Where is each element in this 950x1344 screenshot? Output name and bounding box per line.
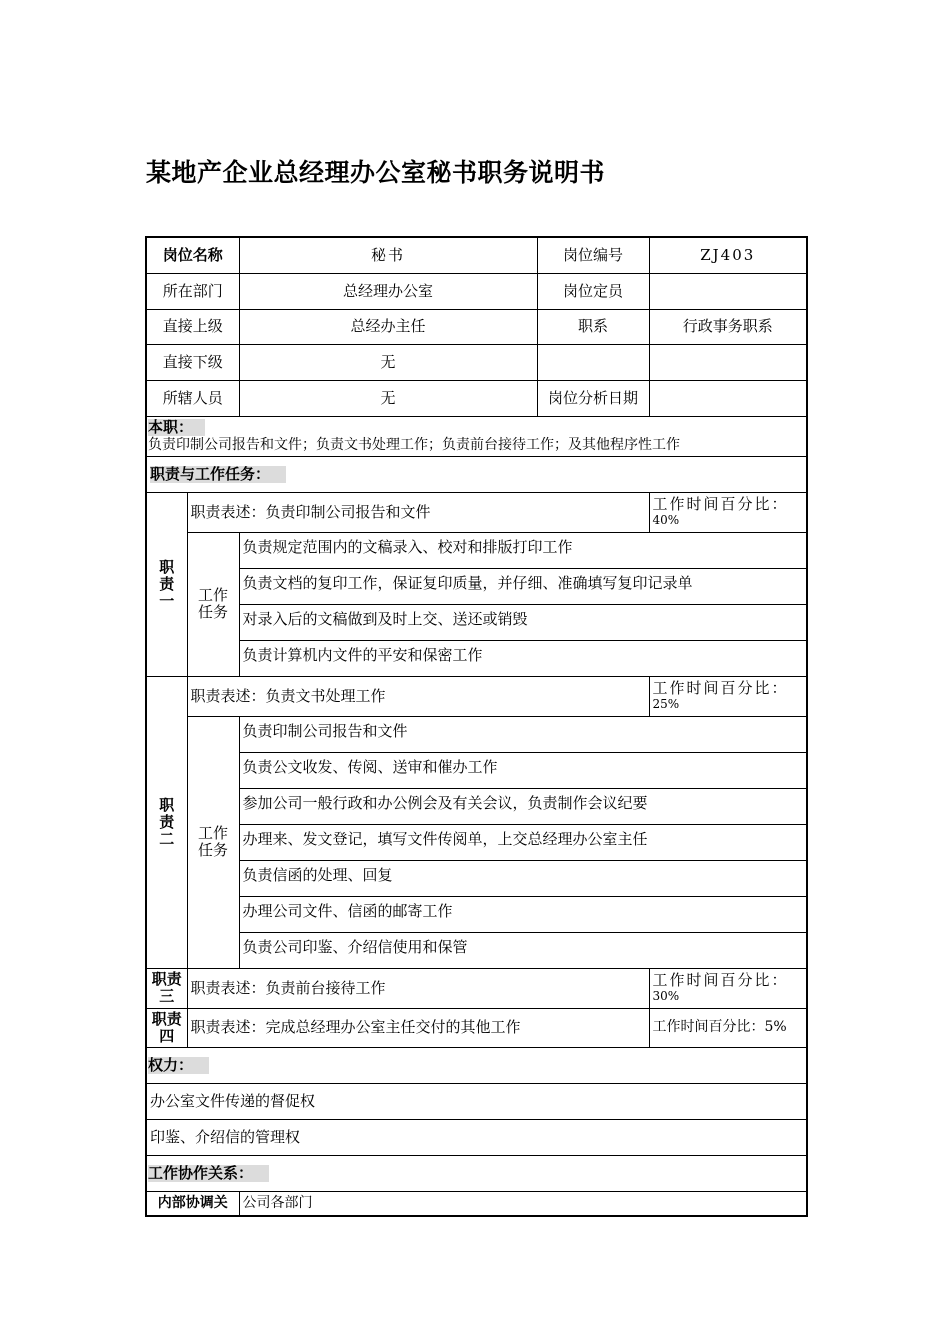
relations-header (146, 1155, 807, 1191)
duty2-task: 办理来、发文登记，填写文件传阅单，上交总经理办公室主任 (239, 824, 807, 860)
subordinate-value: 无 (239, 344, 537, 380)
duty4-label: 职责 四 (146, 1008, 187, 1047)
duty3-label: 职责 三 (146, 968, 187, 1008)
duty2-task-row (146, 824, 807, 860)
authority-item-row (146, 1119, 807, 1155)
department-label: 所在部门 (146, 273, 239, 309)
duty4-pct: 工作时间百分比：5% (649, 1008, 807, 1047)
row-core (146, 416, 807, 456)
duty1-desc: 职责表述：负责印制公司报告和文件 (187, 492, 649, 532)
duty2-desc: 职责表述：负责文书处理工作 (187, 676, 649, 716)
duty4-desc: 职责表述：完成总经理办公室主任交付的其他工作 (187, 1008, 649, 1047)
authority-item-row (146, 1083, 807, 1119)
position-name-label: 岗位名称 (146, 237, 239, 273)
duty1-task: 负责文档的复印工作，保证复印质量，并仔细、准确填写复印记录单 (239, 568, 807, 604)
row-superior (146, 309, 807, 344)
duty2-task: 负责公文收发、传阅、送审和催办工作 (239, 752, 807, 788)
row-relations-header (146, 1155, 807, 1191)
duty2-desc-row (146, 676, 807, 716)
authority-item: 印鉴、介绍信的管理权 (146, 1119, 807, 1155)
row-duties-header (146, 456, 807, 492)
duty2-task: 负责印制公司报告和文件 (239, 716, 807, 752)
superior-label: 直接上级 (146, 309, 239, 344)
duty2-task: 负责信函的处理、回复 (239, 860, 807, 896)
empty-cell (649, 344, 807, 380)
duty1-task-row (146, 640, 807, 676)
duty2-task-row (146, 860, 807, 896)
position-name-value: 秘书 (239, 237, 537, 273)
duty1-task: 对录入后的文稿做到及时上交、送还或销毁 (239, 604, 807, 640)
authority-label: 权力： (148, 1057, 209, 1074)
core-label: 本职： (148, 419, 205, 436)
managed-value: 无 (239, 380, 537, 416)
duty3-pct: 工作时间百分比： 30% (649, 968, 807, 1008)
position-code-label: 岗位编号 (537, 237, 649, 273)
duty1-task-row (146, 532, 807, 568)
headcount-label: 岗位定员 (537, 273, 649, 309)
duty1-task: 负责规定范围内的文稿录入、校对和排版打印工作 (239, 532, 807, 568)
internal-label: 内部协调关 (146, 1191, 239, 1216)
duty2-pct: 工作时间百分比： 25% (649, 676, 807, 716)
row-authority-header (146, 1047, 807, 1083)
department-value: 总经理办公室 (239, 273, 537, 309)
internal-value: 公司各部门 (239, 1191, 807, 1216)
duty1-work-task-label: 工作 任务 (187, 532, 239, 676)
core-cell (146, 416, 807, 456)
row-subordinate (146, 344, 807, 380)
duty1-task-row (146, 604, 807, 640)
superior-value: 总经办主任 (239, 309, 537, 344)
authority-header (146, 1047, 807, 1083)
duty1-task-row (146, 568, 807, 604)
duty2-task: 办理公司文件、信函的邮寄工作 (239, 896, 807, 932)
row-managed (146, 380, 807, 416)
duty2-task-row (146, 752, 807, 788)
empty-cell (537, 344, 649, 380)
duty2-task-row (146, 716, 807, 752)
duty2-task-row (146, 788, 807, 824)
duty2-label: 职 责 二 (146, 676, 187, 968)
duty1-label: 职 责 一 (146, 492, 187, 676)
job-family-value: 行政事务职系 (649, 309, 807, 344)
duty3-row (146, 968, 807, 1008)
duty1-task: 负责计算机内文件的平安和保密工作 (239, 640, 807, 676)
duty2-work-task-label: 工作 任务 (187, 716, 239, 968)
duty2-task-row (146, 932, 807, 968)
duty2-task: 负责公司印鉴、介绍信使用和保管 (239, 932, 807, 968)
row-internal (146, 1191, 807, 1216)
duty1-desc-row (146, 492, 807, 532)
page-title: 某地产企业总经理办公室秘书职务说明书 (146, 158, 606, 187)
job-description-table (145, 236, 808, 1217)
managed-label: 所辖人员 (146, 380, 239, 416)
duty2-task-row (146, 896, 807, 932)
position-code-value: ZJ403 (649, 237, 807, 273)
row-department (146, 273, 807, 309)
duties-header (146, 456, 807, 492)
duties-label: 职责与工作任务： (150, 466, 286, 483)
duty4-row (146, 1008, 807, 1047)
duty3-desc: 职责表述：负责前台接待工作 (187, 968, 649, 1008)
core-text: 负责印制公司报告和文件；负责文书处理工作；负责前台接待工作；及其他程序性工作 (148, 436, 680, 453)
authority-item: 办公室文件传递的督促权 (146, 1083, 807, 1119)
row-position-name (146, 237, 807, 273)
analysis-date-value (649, 380, 807, 416)
subordinate-label: 直接下级 (146, 344, 239, 380)
relations-label: 工作协作关系： (148, 1165, 269, 1182)
duty1-pct: 工作时间百分比： 40% (649, 492, 807, 532)
analysis-date-label: 岗位分析日期 (537, 380, 649, 416)
job-family-label: 职系 (537, 309, 649, 344)
duty2-task: 参加公司一般行政和办公例会及有关会议，负责制作会议纪要 (239, 788, 807, 824)
headcount-value (649, 273, 807, 309)
